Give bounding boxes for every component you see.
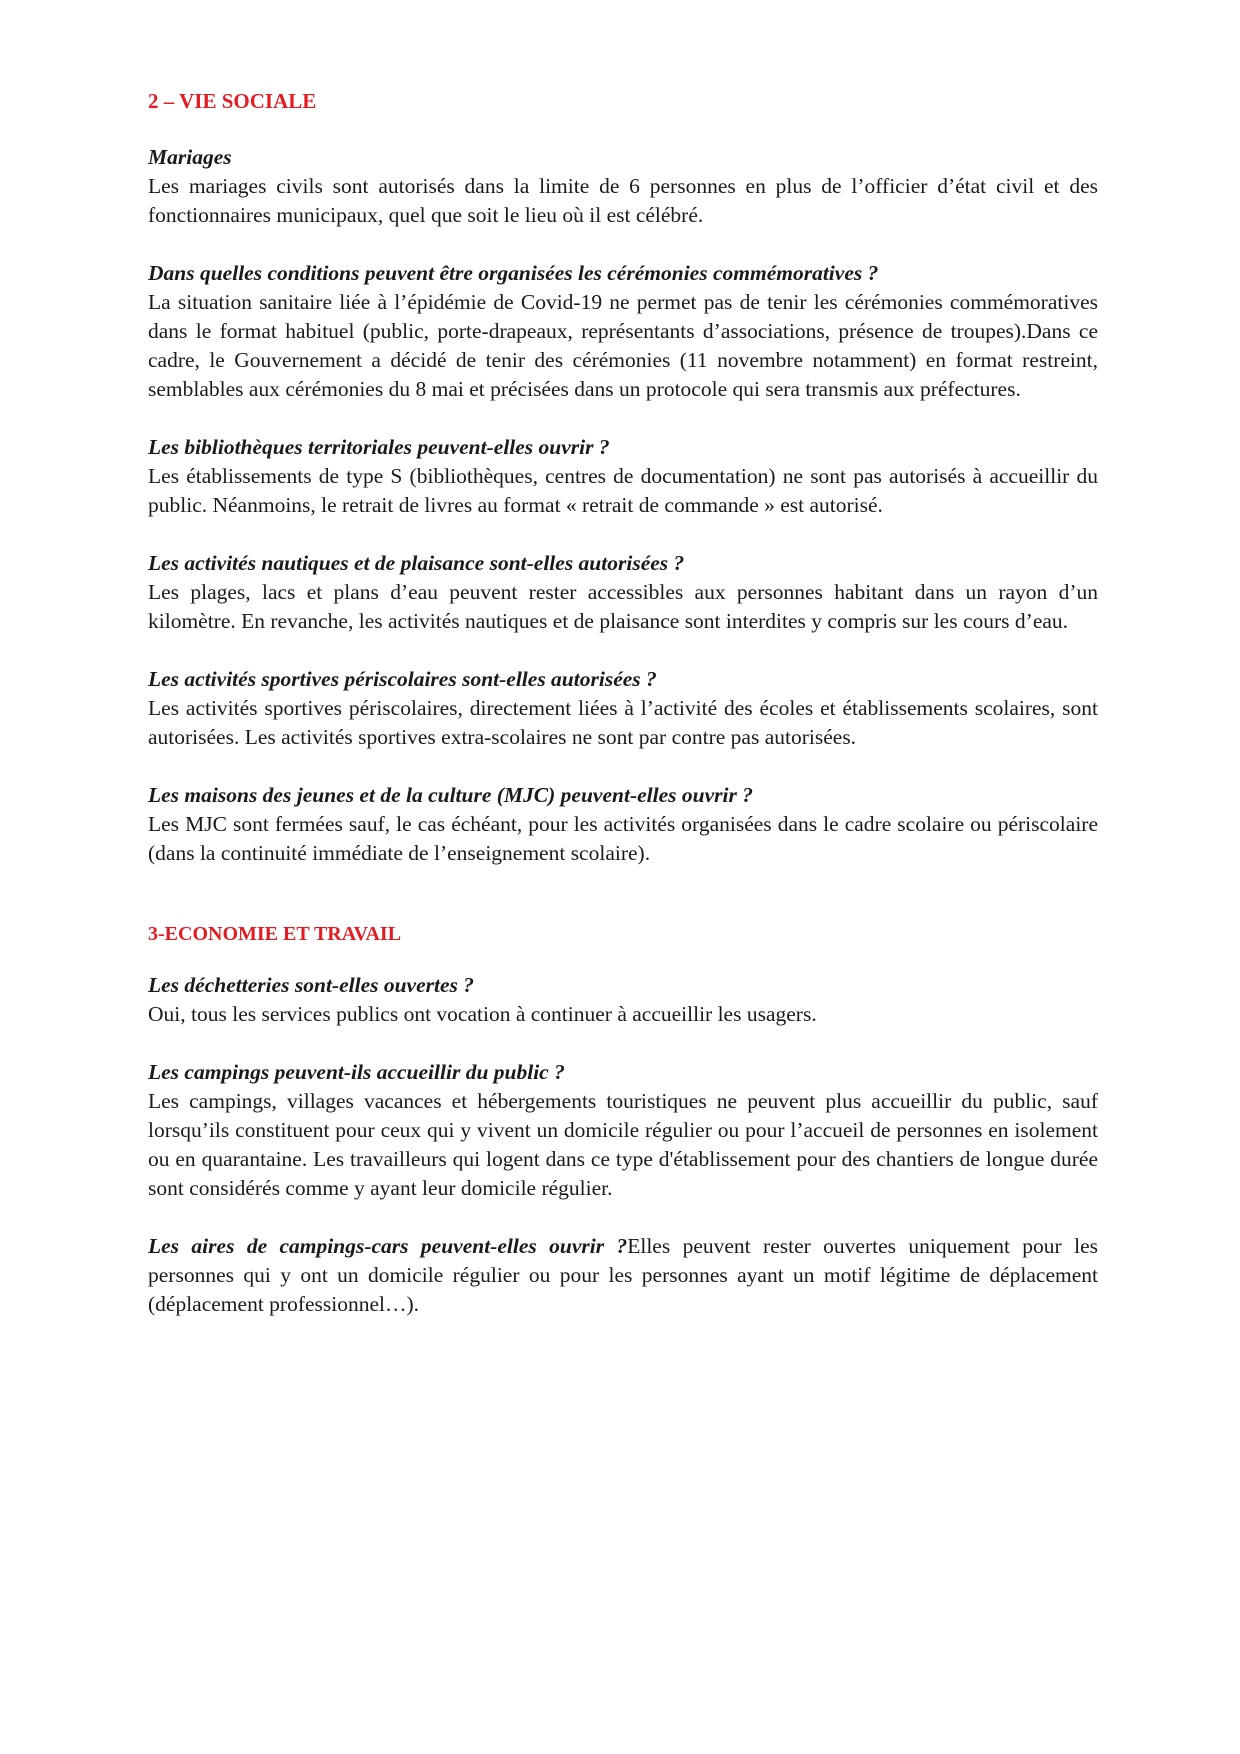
qa-item-mariages xyxy=(148,143,1098,230)
qa-item-campings xyxy=(148,1058,1098,1203)
qa-item-bibliotheques xyxy=(148,433,1098,520)
qa-item-periscolaires xyxy=(148,665,1098,752)
qa-item-dechetteries xyxy=(148,971,1098,1029)
section-title-economie: 3-ECONOMIE ET TRAVAIL xyxy=(148,923,402,945)
section-title-vie-sociale: 2 – VIE SOCIALE xyxy=(148,89,317,113)
answer-paragraph: Les campings, villages vacances et hébergements touristiques ne peuvent plus accueillir du public, sauf lorsqu’ils constituent pour ceux qui y vivent un domicile régulier ou pour l’accueil de personnes en isolement ou en quarantaine. Les travailleurs qui logent dans ce type d'établissement pour des chantiers de longue durée sont considérés comme y ayant leur domicile régulier. xyxy=(148,1089,1098,1200)
answer-paragraph: Les activités sportives périscolaires, directement liées à l’activité des écoles et établissements scolaires, sont autorisées. Les activités sportives extra-scolaires ne sont par contre pas autorisées. xyxy=(148,696,1098,749)
answer-paragraph-inline xyxy=(148,1232,1098,1319)
answer-inline: Elles peuvent rester ouvertes uniquement pour les personnes qui y ont un domicile régulier ou pour les personnes ayant un motif légitime de déplacement (déplacement professionnel…). xyxy=(148,1234,1098,1316)
qa-item-camping-cars xyxy=(148,1232,1098,1319)
question-inline: Les aires de campings-cars peuvent-elles ouvrir ? xyxy=(148,1234,628,1258)
question-heading: Les bibliothèques territoriales peuvent-elles ouvrir ? xyxy=(148,435,610,459)
qa-item-nautiques xyxy=(148,549,1098,636)
answer-paragraph: Oui, tous les services publics ont vocation à continuer à accueillir les usagers. xyxy=(148,1002,817,1026)
answer-paragraph: La situation sanitaire liée à l’épidémie de Covid-19 ne permet pas de tenir les cérémonies commémoratives dans le format habituel (public, porte-drapeaux, représentants d’associations, présence de troupes).Dans ce cadre, le Gouvernement a décidé de tenir des cérémonies (11 novembre notamment) en format restreint, semblables aux cérémonies du 8 mai et précisées dans un protocole qui sera transmis aux préfectures. xyxy=(148,290,1098,401)
question-heading: Dans quelles conditions peuvent être organisées les cérémonies commémoratives ? xyxy=(148,261,879,285)
question-heading: Les activités nautiques et de plaisance sont-elles autorisées ? xyxy=(148,551,685,575)
answer-paragraph: Les plages, lacs et plans d’eau peuvent rester accessibles aux personnes habitant dans un rayon d’un kilomètre. En revanche, les activités nautiques et de plaisance sont interdites y compris sur les cours d’eau. xyxy=(148,580,1098,633)
question-heading: Les déchetteries sont-elles ouvertes ? xyxy=(148,973,475,997)
document-page xyxy=(148,86,1098,1348)
question-heading: Les activités sportives périscolaires sont-elles autorisées ? xyxy=(148,667,657,691)
qa-item-mjc xyxy=(148,781,1098,868)
question-heading: Les campings peuvent-ils accueillir du public ? xyxy=(148,1060,565,1084)
question-heading: Mariages xyxy=(148,145,232,169)
answer-paragraph: Les MJC sont fermées sauf, le cas échéant, pour les activités organisées dans le cadre scolaire ou périscolaire (dans la continuité immédiate de l’enseignement scolaire). xyxy=(148,812,1098,865)
answer-paragraph: Les mariages civils sont autorisés dans la limite de 6 personnes en plus de l’officier d’état civil et des fonctionnaires municipaux, quel que soit le lieu où il est célébré. xyxy=(148,174,1098,227)
question-heading: Les maisons des jeunes et de la culture (MJC) peuvent-elles ouvrir ? xyxy=(148,783,753,807)
answer-paragraph: Les établissements de type S (bibliothèques, centres de documentation) ne sont pas autorisés à accueillir du public. Néanmoins, le retrait de livres au format « retrait de commande » est autorisé. xyxy=(148,464,1098,517)
qa-item-ceremonies xyxy=(148,259,1098,404)
